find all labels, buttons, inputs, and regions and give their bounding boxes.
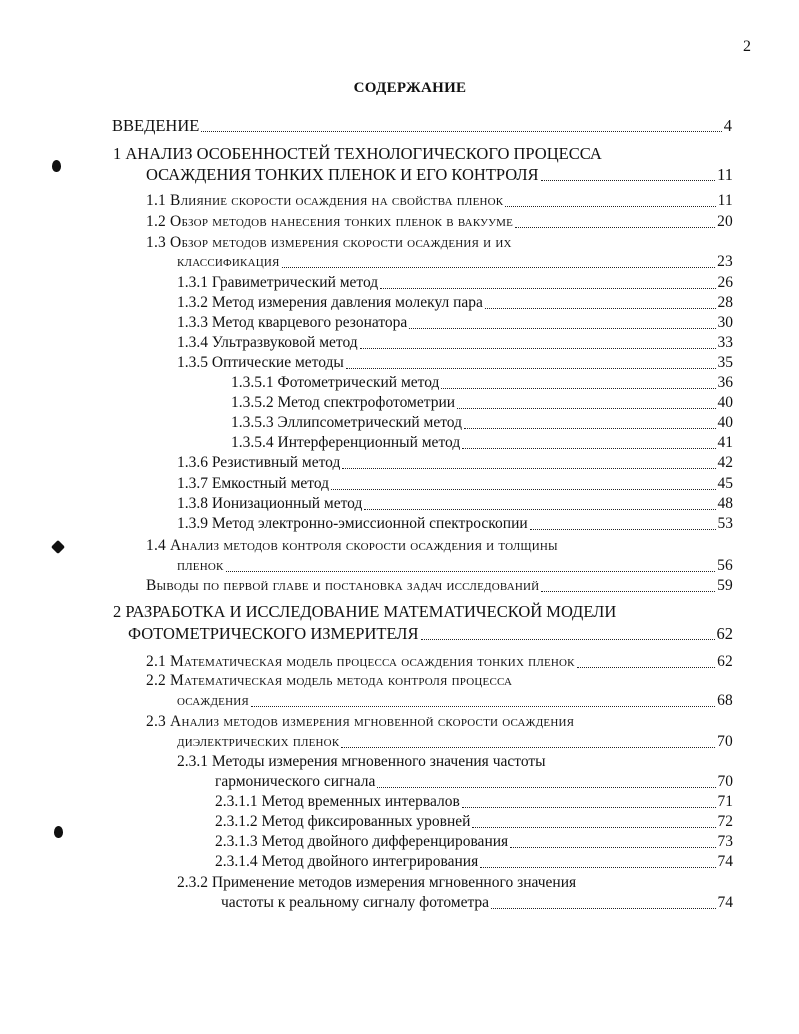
toc-entry-page: 71 xyxy=(717,793,733,810)
toc-entry-page: 40 xyxy=(717,394,733,411)
toc-entry[interactable] xyxy=(177,474,733,494)
toc-entry[interactable] xyxy=(221,893,733,913)
toc-entry-page: 74 xyxy=(717,853,733,870)
toc-entry-chapter-2[interactable] xyxy=(128,624,733,644)
toc-entry-page: 53 xyxy=(717,515,733,532)
toc-entry-page: 70 xyxy=(717,773,733,790)
toc-entry-page: 20 xyxy=(717,213,733,230)
toc-entry-text: 1.3.6 Резистивный метод xyxy=(177,454,341,471)
toc-entry-text: 1.3.4 Ультразвуковой метод xyxy=(177,334,358,351)
toc-entry-page: 11 xyxy=(717,165,733,184)
toc-entry[interactable] xyxy=(231,373,733,393)
toc-entry-page: 48 xyxy=(717,495,733,512)
toc-entry-text: диэлектрических пленок xyxy=(177,733,340,750)
toc-entry-page: 68 xyxy=(717,692,733,709)
toc-entry[interactable] xyxy=(215,772,733,792)
toc-entry-page: 30 xyxy=(717,314,733,331)
toc-entry-text: 1.3.5.3 Эллипсометрический метод xyxy=(231,414,463,431)
toc-entry-text: 2.3.1.2 Метод фиксированных уровней xyxy=(215,813,471,830)
toc-entry-page: 36 xyxy=(717,374,733,391)
toc-entry[interactable] xyxy=(177,732,733,752)
toc-entry[interactable] xyxy=(177,293,733,313)
toc-entry[interactable] xyxy=(215,812,733,832)
toc-entry-page: 23 xyxy=(717,253,733,270)
toc-entry-line1: 2.2 Математическая модель метода контроля процесса xyxy=(146,672,513,689)
page-title: СОДЕРЖАНИЕ xyxy=(353,80,467,96)
toc-entry-text: Выводы по первой главе и постановка задач исследований xyxy=(146,577,540,594)
toc-entry-text: частоты к реальному сигналу фотометра xyxy=(221,894,490,911)
toc-entry-text: 1.3.7 Емкостный метод xyxy=(177,475,330,492)
toc-entry-page: 72 xyxy=(717,813,733,830)
toc-entry-page: 42 xyxy=(717,454,733,471)
punch-hole-mark xyxy=(54,826,63,838)
toc-entry-page: 28 xyxy=(717,294,733,311)
toc-entry-text: осаждения xyxy=(177,692,249,709)
toc-entry[interactable] xyxy=(215,852,733,872)
toc-entry-page: 41 xyxy=(717,434,733,451)
toc-entry-chapter-1[interactable] xyxy=(146,165,733,185)
toc-entry-text: гармонического сигнала xyxy=(215,773,376,790)
toc-entry-text: 1.1 Влияние скорости осаждения на свойства пленок xyxy=(146,192,504,209)
toc-entry[interactable] xyxy=(177,494,733,514)
toc-entry[interactable] xyxy=(177,691,733,711)
toc-entry[interactable] xyxy=(177,313,733,333)
toc-entry-page: 59 xyxy=(717,577,733,594)
toc-entry-text: классификация xyxy=(177,253,280,270)
toc-entry-page: 26 xyxy=(717,274,733,291)
toc-entry-text: 2.3.1.3 Метод двойного дифференцирования xyxy=(215,833,509,850)
toc-entry[interactable] xyxy=(177,273,733,293)
punch-hole-mark xyxy=(52,160,61,172)
toc-entry[interactable] xyxy=(231,393,733,413)
toc-entry-page: 35 xyxy=(717,354,733,371)
toc-entry-text: 1.3.5.4 Интерференционный метод xyxy=(231,434,461,451)
toc-entry-text: 1.3.9 Метод электронно-эмиссионной спектроскопии xyxy=(177,515,528,532)
toc-entry[interactable] xyxy=(146,652,733,672)
toc-entry[interactable] xyxy=(177,333,733,353)
toc-entry-page: 62 xyxy=(717,653,733,670)
toc-entry[interactable] xyxy=(231,413,733,433)
toc-entry-line1: 1 АНАЛИЗ ОСОБЕННОСТЕЙ ТЕХНОЛОГИЧЕСКОГО ПРОЦЕССА xyxy=(113,144,602,163)
toc-entry-line1: 1.3 Обзор методов измерения скорости осаждения и их xyxy=(146,234,512,251)
toc-entry-text: 1.3.8 Ионизационный метод xyxy=(177,495,363,512)
toc-entry[interactable] xyxy=(177,252,733,272)
toc-entry-page: 56 xyxy=(717,557,733,574)
toc-entry-introduction[interactable] xyxy=(112,116,732,136)
toc-entry-text: ОСАЖДЕНИЯ ТОНКИХ ПЛЕНОК И ЕГО КОНТРОЛЯ xyxy=(146,165,539,184)
toc-entry-text: 2.1 Математическая модель процесса осаждения тонких пленок xyxy=(146,653,575,670)
toc-entry-page: 40 xyxy=(717,414,733,431)
toc-entry-text: ФОТОМЕТРИЧЕСКОГО ИЗМЕРИТЕЛЯ xyxy=(128,624,419,643)
toc-entry-page: 70 xyxy=(717,733,733,750)
toc-entry[interactable] xyxy=(231,433,733,453)
toc-entry[interactable] xyxy=(146,576,733,596)
toc-entry[interactable] xyxy=(177,556,733,576)
toc-entry-line1: 1.4 Анализ методов контроля скорости осаждения и толщины xyxy=(146,537,558,554)
toc-entry-text: 2.3.1.1 Метод временных интервалов xyxy=(215,793,460,810)
toc-entry-page: 74 xyxy=(717,894,733,911)
toc-entry-text: 1.3.2 Метод измерения давления молекул пара xyxy=(177,294,483,311)
toc-entry-text: ВВЕДЕНИЕ xyxy=(112,116,200,135)
toc-entry-page: 62 xyxy=(716,624,733,643)
page-number: 2 xyxy=(743,38,751,55)
toc-entry-text: пленок xyxy=(177,557,224,574)
toc-entry-text: 2.3.1.4 Метод двойного интегрирования xyxy=(215,853,479,870)
toc-entry-page: 45 xyxy=(717,475,733,492)
toc-entry-text: 1.3.5 Оптические методы xyxy=(177,354,344,371)
toc-entry-line1: 2.3.2 Применение методов измерения мгновенного значения xyxy=(177,874,577,891)
toc-entry-text: 1.3.5.1 Фотометрический метод xyxy=(231,374,440,391)
toc-entry-text: 1.3.5.2 Метод спектрофотометрии xyxy=(231,394,456,411)
toc-entry[interactable] xyxy=(215,792,733,812)
toc-entry-line1: 2.3.1 Методы измерения мгновенного значения частоты xyxy=(177,753,546,770)
toc-entry-line1: 2 РАЗРАБОТКА И ИССЛЕДОВАНИЕ МАТЕМАТИЧЕСКОЙ МОДЕЛИ xyxy=(113,602,617,621)
toc-entry-page: 33 xyxy=(717,334,733,351)
toc-entry[interactable] xyxy=(215,832,733,852)
toc-entry[interactable] xyxy=(146,212,733,232)
toc-entry-text: 1.3.1 Гравиметрический метод xyxy=(177,274,379,291)
toc-entry-page: 73 xyxy=(717,833,733,850)
toc-entry[interactable] xyxy=(177,453,733,473)
toc-entry[interactable] xyxy=(146,191,733,211)
toc-entry-line1: 2.3 Анализ методов измерения мгновенной скорости осаждения xyxy=(146,713,575,730)
toc-entry[interactable] xyxy=(177,353,733,373)
toc-entry-page: 4 xyxy=(723,116,732,135)
toc-entry-page: 11 xyxy=(717,192,733,209)
toc-entry-text: 1.3.3 Метод кварцевого резонатора xyxy=(177,314,408,331)
toc-entry-text: 1.2 Обзор методов нанесения тонких пленок в вакууме xyxy=(146,213,514,230)
toc-entry[interactable] xyxy=(177,514,733,534)
